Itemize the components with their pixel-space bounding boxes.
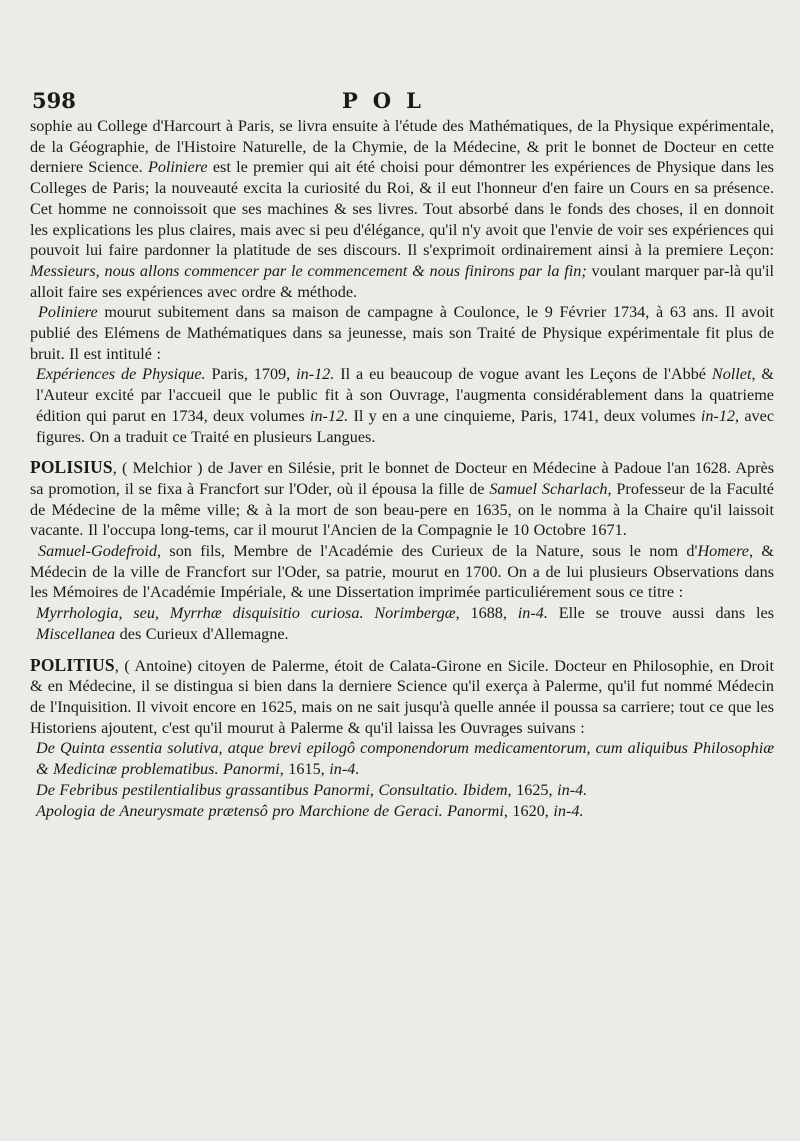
entry-polisius: POLISIUS, ( Melchior ) de Javer en Silésie, prit le bonnet de Docteur en Médecine à Padoue l'an 1628. Après sa promotion, il se fixa à Francfort sur l'Oder, où il épousa la fille de Samuel Scharlach, Professeur de la Faculté de Médecine de la même ville; & à la mort de son beau-pere en 1635, on le nomma à la Chaire qu'il laissoit vacante. Il l'occupa long-tems, car il mourut l'Ancien de la Compagnie le 10 Octobre 1671. xyxy=(30,457,774,540)
work-myrrhologia: Myrrhologia, seu, Myrrhæ disquisitio curiosa. Norimbergæ, 1688, in-4. Elle se trouve aussi dans les Miscellanea des Curieux d'Allemagne. xyxy=(36,604,774,643)
entry-separator xyxy=(30,447,774,457)
person-name: Poliniere xyxy=(147,158,208,177)
work-de-febribus: De Febribus pestilentialibus grassantibus Panormi, Consultatio. Ibidem, 1625, in-4. xyxy=(36,780,588,799)
work-title: Expériences de Physique. xyxy=(36,365,206,384)
entry-headword: POLISIUS xyxy=(30,457,113,478)
page-body xyxy=(30,116,774,821)
work-de-quinta-essentia: De Quinta essentia solutiva, atque brevi epilogô componendorum medicamentorum, cum aliquibus Philosophiæ & Medicinæ problematibus. Panormi, 1615, in-4. xyxy=(36,739,774,779)
person-name: Homere xyxy=(697,542,749,561)
page-header xyxy=(0,84,800,114)
paragraph-poliniere-death: Poliniere mourut subitement dans sa maison de campagne à Coulonce, le 9 Février 1734, à 63 ans. Il avoit publié des Elémens de Mathématiques dans sa jeunesse, mais son Traité de Physique expérimentale fit plus de bruit. Il est intitulé : xyxy=(30,303,774,363)
running-head: POL xyxy=(342,88,436,113)
page-number: 598 xyxy=(32,88,76,113)
person-name: Poliniere xyxy=(38,303,98,322)
entry-headword: POLITIUS xyxy=(30,654,115,675)
quotation: Messieurs, nous allons commencer par le commencement & nous finirons par la fin; xyxy=(30,261,587,280)
entry-separator xyxy=(30,645,774,655)
work-title: De Febribus pestilentialibus grassantibus Panormi xyxy=(36,780,370,799)
paragraph-samuel-godefroid: Samuel-Godefroid, son fils, Membre de l'Académie des Curieux de la Nature, sous le nom d'Homere, & Médecin de la ville de Francfort sur l'Oder, sa patrie, mourut en 1700. On a de lui plusieurs Observations dans les Mémoires de l'Académie Impériale, & une Dissertation imprimée particuliérement sous ce titre : xyxy=(30,542,774,602)
person-name: Nollet xyxy=(711,365,752,384)
work-title: Apologia de Aneurysmate prætensô pro Marchione de Geraci. Panormi xyxy=(36,801,504,820)
work-apologia: Apologia de Aneurysmate prætensô pro Marchione de Geraci. Panormi, 1620, in-4. xyxy=(36,801,584,820)
work-experiences-de-physique: Expériences de Physique. Paris, 1709, in-12. Il a eu beaucoup de vogue avant les Leçons de l'Abbé Nollet, & l'Auteur excité par l'accueil que le public fit à son Ouvrage, l'augmenta considérablement dans la quatrieme édition qui parut en 1734, deux volumes in-12. Il y en a une cinquieme, Paris, 1741, deux volumes in-12, avec figures. On a traduit ce Traité en plusieurs Langues. xyxy=(36,365,775,446)
work-title: De Quinta essentia solutiva, atque brevi epilogô componendorum medicamentorum, cum aliquibus Philosophiæ & Medicinæ problematibus. Panormi xyxy=(36,739,774,779)
person-name: Samuel Scharlach xyxy=(489,479,608,498)
entry-politius: POLITIUS, ( Antoine) citoyen de Palerme, étoit de Calata-Girone en Sicile. Docteur en Philosophie, en Droit & en Médecine, il se distingua si bien dans la derniere Science qu'il exerça à Palerme, qu'il fut nommé Médecin de l'Inquisition. Il vivoit encore en 1625, mais on ne sait jusqu'à quelle année il poussa sa carriere; tout ce que les Historiens ajoutent, c'est qu'il mourut à Palerme & qu'il laissa les Ouvrages suivans : xyxy=(30,654,774,737)
work-title: Myrrhologia, seu, Myrrhæ disquisitio curiosa. Norimbergæ xyxy=(36,604,456,623)
person-name: Samuel-Godefroid xyxy=(38,542,157,561)
paragraph-poliniere-bio: sophie au College d'Harcourt à Paris, se livra ensuite à l'étude des Mathématiques, de la Physique expérimentale, de la Géographie, de l'Histoire Naturelle, de la Chymie, de la Médecine, & prit le bonnet de Docteur en cette derniere Science. Poliniere est le premier qui ait été choisi pour démontrer les expériences de Physique dans les Colleges de Paris; la nouveauté excita la curiosité du Roi, & il eut l'honneur d'en faire un Cours en sa présence. Cet homme ne connoissoit que ses machines & ses livres. Tout absorbé dans le fonds des choses, il en donnoit les explications les plus claires, mais avec si peu d'élégance, qu'il n'y avoit que l'envie de voir ses expériences qui pouvoit lui faire pardonner la platitude de ses discours. Il s'exprimoit ordinairement ainsi à la premiere Leçon: Messieurs, nous allons commencer par le commencement & nous finirons par la fin; voulant marquer par-là qu'il alloit faire ses expériences avec ordre & méthode. xyxy=(30,117,774,301)
